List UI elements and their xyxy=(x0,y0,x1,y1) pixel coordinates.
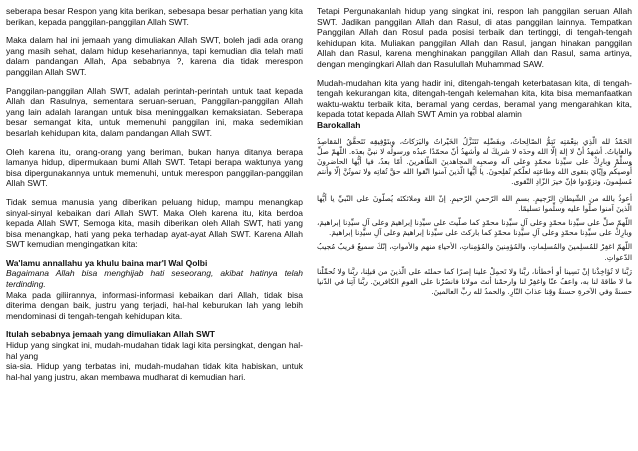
arabic-salawat: اللّهمّ صلِّ على سيِّدِنا محمّدٍ وعلى آلِ سيِّدِنا محمّدٍ كما صلّيتَ على سيِّدِنا إبراهيمَ وعلى آلِ سيِّدِنا إبراهيمَ، وبارِكْ على سيِّدِنا محمّدٍ وعلى آلِ سيِّدِنا محمّدٍ كما باركتَ على سيِّدِنا إبراهيمَ وعلى آلِ سيِّدِنا إبراهيمَ. xyxy=(317,217,632,238)
paragraph-left-4: Oleh karena itu, orang-orang yang beriman, bukan hanya ditanya berapa lamanya hidup, dipermukaan bumi Allah SWT. Tetapi berapa waktunya yang bisa dipergunakannya untuk memenuhi, untuk merespon panggilan-panggilan Allah SWT. xyxy=(6,146,303,189)
right-column xyxy=(309,6,632,451)
paragraph-left-5: Tidak semua manusia yang diberikan peluang hidup, mampu menangkap sinyal-sinyal kebaikan dari Allah SWT. Maka Oleh karena itu, kita berdoa kepada Allah SWT, Semoga kita, masih diberikan oleh Allah SWT, hati yang bisa menangkap, hati yang peka terhadap ayat-ayat Allah SWT. Karena Allah SWT kemudian mengingatkan kita: xyxy=(6,196,303,250)
left-column xyxy=(6,6,309,451)
arabic-quran-verse: أعوذُ بالله من الشّيطانِ الرّجيمِ. بسمِ الله الرّحمنِ الرّحيمِ. إنّ اللهَ وملائكتَه يُصلّونَ على النّبيِّ يا أيُّها الّذينَ آمنوا صلّوا عليه وسلِّموا تسليمًا. xyxy=(317,193,632,213)
arabic-opening-khutbah: الحَمْدُ لله الّذِي بنِعْمَتِه تَتِمُّ الصّالِحاتُ، وبفَضْلِه تَتَنَزَّلُ الخَيْراتُ والبَرَكاتُ، وبتَوْفِيقِه تَتَحقَّقُ المَقاصِدُ والغاياتُ. أشهدُ أنْ لا إلهَ إلّا الله وحدَه لا شريكَ له وأشهدُ أنّ محمّدًا عبدُه ورسولُه لا نبيَّ بعدَه. اللّهمّ صلِّ وسلِّمْ وبارِكْ على سيِّدِنا محمّدٍ وعلى آله وصحبِه المجاهدينَ الطّاهرينَ. أمّا بعدُ، فيا أيُّها الحاضرونَ أُوصيكُم وإيّايَ بتقوى الله وطاعتِه لعلّكم تُفلِحونَ. يا أيُّها الّذينَ آمنوا اتّقوا الله حقَّ تُقاتِه ولا تموتُنَّ إلّا وأنتم مُسلِمونَ، وتزوّدوا فإنّ خيرَ الزّادِ التّقوى. xyxy=(317,136,632,187)
paragraph-right-1: Tetapi Pergunakanlah hidup yang singkat ini, respon lah panggilan seruan Allah SWT. Jadikan panggilan Allah dan Rasul, di atas panggilan lainnya. Tempatkan Panggilan Allah dan Rosul pada posisi terbaik dan tertinggi, di tengah-tengah kehidupan kita. Muliakan panggilan Allah dan Rasul, jangan hinakan panggilan Allah dan Rasul, karena menghinakan panggilan Allah dan Rasul, sama artinya, dengan mengingkari Allah dan Rasulullah Muhammad SAW. xyxy=(317,6,632,69)
paragraph-left-3: Panggilan-panggilan Allah SWT, adalah perintah-perintah untuk taat kepada Allah dan Rasulnya, sementara seruan-seruan, Panggilan-panggilan Allah yang lain adalah larangan untuk bisa meninggalkan kemaksiatan. Seberapa besar semangat kita, untuk memenuhi panggilan ini, maka sedemikian besarlah kehidupan kita, dalam pandangan Allah SWT. xyxy=(6,85,303,138)
section-2-line-1: Hidup yang singkat ini, mudah-mudahan tidak lagi kita persingkat, dengan hal-hal yang xyxy=(6,340,303,361)
section-1-heading: Wa'lamu annallahu ya khulu baina mar'I Wal Qolbi xyxy=(6,257,208,268)
section-2 xyxy=(6,329,303,382)
paragraph-right-2 xyxy=(317,78,632,131)
section-1 xyxy=(6,258,303,322)
section-1-body: Maka pada giliirannya, informasi-informasi kebaikan dari Allah, tidak bisa diterima dengan baik, justru yang terjadi, hal-hal keburukan lah yang lebih mendominasi di tengah-tengah kehidupan kita. xyxy=(6,289,303,321)
paragraph-left-1: seberapa besar Respon yang kita berikan, sebesapa besar perhatian yang kita berikan, kepada panggilan-panggilan Allah SWT. xyxy=(6,6,303,27)
paragraph-right-2-text: Mudah-mudahan kita yang hadir ini, ditengah-tengah keterbatasan kita, di tengah-tengah kekurangan kita, ditengah-tengah kelemahan kita, kita bisa memanfaatkan waktu-waktu terbaik kita, beramal yang cerdas, beramal yang mengarahkan kita, kepada totat kepada Allah SWT Amin ya robbal alamin xyxy=(317,77,632,120)
section-1-italic-text: Bagaimana Allah bisa menghijab hati seseorang, akibat hatinya telah terdinding. xyxy=(6,268,303,290)
paragraph-left-2: Maka dalam hal ini jemaah yang dimuliakan Allah SWT, boleh jadi ada orang yang masih sehat, dalam hidup kesehariannya, tapi kemudian dia telah mati dalam pandangan Allah, Apa sebabnya ?, karena dia tidak merespon panggilan Allah SWT. xyxy=(6,35,303,77)
arabic-istighfar-doa: اللّهمّ اغفِرْ للمُسلِمينَ والمُسلِماتِ، والمُؤمِنينَ والمُؤمِناتِ، الأحياءِ منهم والأمواتِ، إنّكَ سميعٌ قريبٌ مُجيبُ الدّعواتِ. xyxy=(317,242,632,262)
section-2-line-2: sia-sia. Hidup yang terbatas ini, mudah-mudahan tidak kita habiskan, untuk hal-hal yang justru, akan membawa mudharat di kemudian hari. xyxy=(6,361,303,382)
section-2-heading: Itulah sebabnya jemaah yang dimuliakan Allah SWT xyxy=(6,329,215,340)
arabic-closing-doa: رَبَّنا لا تُؤاخِذْنا إنْ نَسِينا أو أخطأنا، ربَّنا ولا تَحمِلْ علينا إصرًا كما حملتَه على الّذينَ من قبلِنا، ربَّنا ولا تُحمِّلْنا ما لا طاقةَ لنا به، واعفُ عنّا واغفِرْ لنا وارحمْنا أنتَ مولانا فانصُرْنا على القومِ الكافرينَ. ربَّنا آتِنا في الدّنيا حسنةً وفي الآخرةِ حسنةً وقِنا عذابَ النّارِ. والحمدُ لله ربِّ العالمينَ. xyxy=(317,266,632,297)
closing-barokallah: Barokallah xyxy=(317,119,361,130)
